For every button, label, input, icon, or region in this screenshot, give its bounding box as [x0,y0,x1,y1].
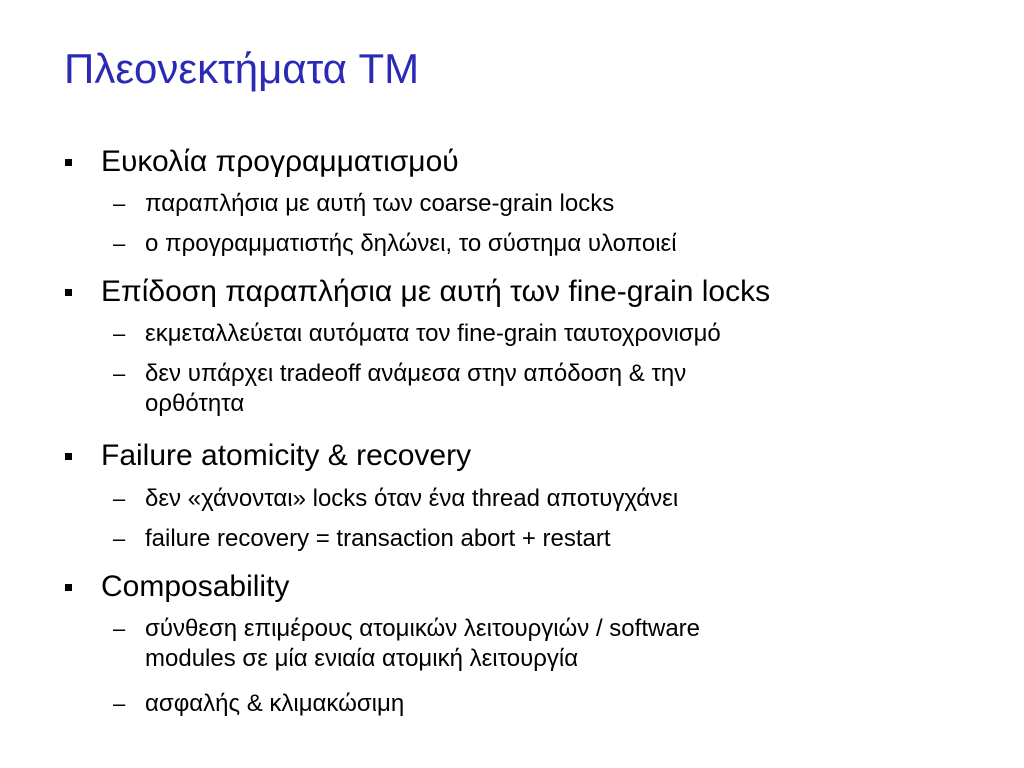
square-bullet-icon [65,289,72,296]
bullet-text: Ευκολία προγραμματισμού [101,145,459,178]
sub-bullet-text: failure recovery = transaction abort + restart [145,525,611,552]
dash-bullet-icon: – [113,231,126,256]
dash-bullet-icon: – [113,486,126,511]
dash-bullet-icon: – [113,616,126,641]
dash-bullet-icon: – [113,526,126,551]
slide-title: Πλεονεκτήματα TM [64,45,420,92]
sub-bullet-text: δεν υπάρχει tradeoff ανάμεσα στην απόδοση & την [145,360,687,387]
bullet-text: Composability [101,570,290,603]
sub-bullet-text: modules σε μία ενιαία ατομική λειτουργία [145,645,579,672]
square-bullet-icon [65,584,72,591]
sub-bullet-text: σύνθεση επιμέρους ατομικών λειτουργιών / software [145,615,700,642]
dash-bullet-icon: – [113,321,126,346]
sub-bullet-text: παραπλήσια με αυτή των coarse-grain locks [145,190,615,217]
dash-bullet-icon: – [113,691,126,716]
sub-bullet-text: εκμεταλλεύεται αυτόματα τον fine-grain ταυτοχρονισμό [145,320,721,347]
square-bullet-icon [65,159,72,166]
bullet-text: Failure atomicity & recovery [101,439,472,472]
sub-bullet-text: ο προγραμματιστής δηλώνει, το σύστημα υλοποιεί [145,230,677,257]
dash-bullet-icon: – [113,361,126,386]
dash-bullet-icon: – [113,191,126,216]
sub-bullet-text: ορθότητα [145,390,245,417]
square-bullet-icon [65,453,72,460]
bullet-text: Επίδοση παραπλήσια με αυτή των fine-grain locks [101,275,771,308]
sub-bullet-text: δεν «χάνονται» locks όταν ένα thread αποτυγχάνει [145,485,679,512]
sub-bullet-text: ασφαλής & κλιμακώσιμη [145,690,405,717]
